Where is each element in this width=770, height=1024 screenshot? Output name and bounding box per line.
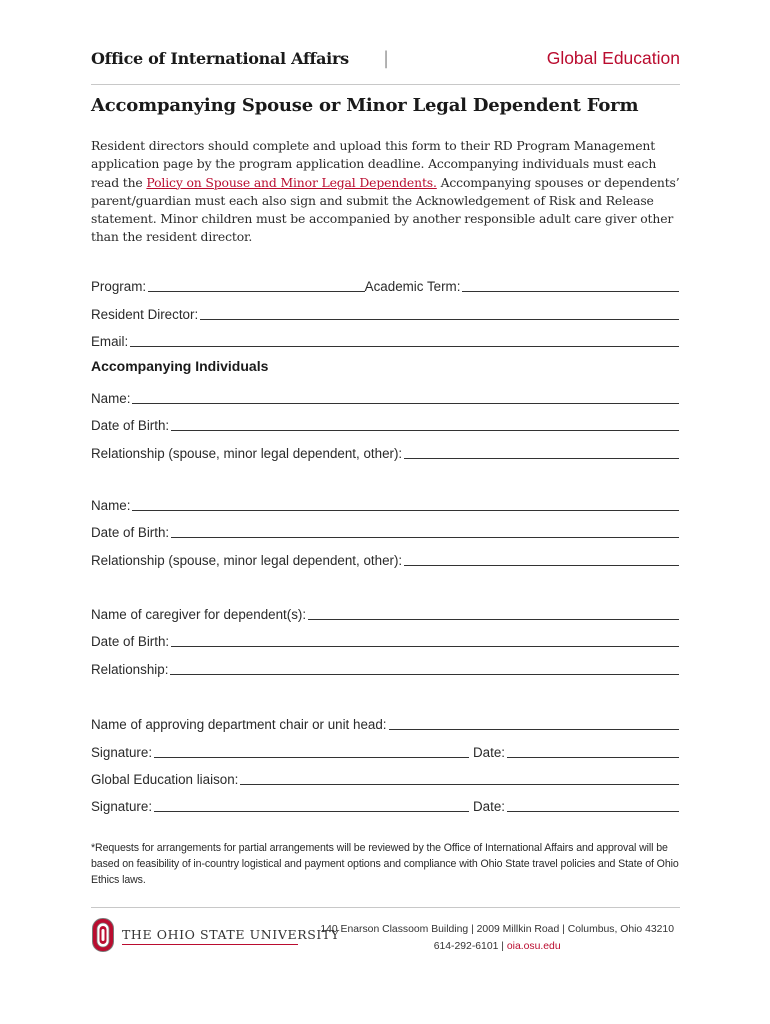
caregiver-name-label: Name of caregiver for dependent(s):: [91, 607, 307, 622]
header-separator: |: [383, 48, 390, 69]
individual-1-relationship-row: [91, 443, 679, 461]
individual-2-name-row: [91, 495, 679, 513]
resident-director-field[interactable]: [200, 307, 679, 320]
intro-text-before: Resident directors should complete and upload this form to their RD Program Management application page by the program application deadline. Accompanying individuals must each read the: [91, 138, 657, 190]
header-divider: [91, 84, 680, 85]
intro-text-after: Accompanying spouses or dependents’ parent/guardian must each also sign and submit the Acknowledgement of Risk and Release statement. Minor children must be accompanied by another responsible adult care giver other than the resident director.: [91, 174, 680, 245]
block-o-logo-icon: [92, 918, 114, 952]
individual-1-dob-row: [91, 415, 679, 433]
chair-label: Name of approving department chair or unit head:: [91, 717, 387, 732]
chair-row: [91, 714, 679, 732]
individual-2-dob-row: [91, 522, 679, 540]
page-header: [91, 46, 680, 74]
unit-name: Global Education: [546, 48, 680, 68]
individual-1-name-row: [91, 388, 679, 406]
intro-paragraph: [91, 137, 683, 247]
footer-address-block: [320, 921, 674, 955]
footnote: *Requests for arrangements for partial arrangements will be reviewed by the Office of International Affairs and approval will be based on feasibility of in-country logistical and payment options and compliance with Ohio State travel policies and State of Ohio Ethics laws.: [91, 842, 679, 886]
caregiver-dob-row: [91, 631, 679, 649]
signature-2-field[interactable]: [154, 799, 469, 812]
dob-label: Date of Birth:: [91, 418, 170, 433]
relationship-label: Relationship:: [91, 662, 169, 677]
individual-2-relationship-row: [91, 550, 679, 568]
office-name: Office of International Affairs: [91, 49, 349, 68]
signature-label: Signature:: [91, 799, 153, 814]
footer-contact: [320, 938, 674, 955]
relationship-label: Relationship (spouse, minor legal dependent, other):: [91, 553, 403, 568]
individual-1-name-field[interactable]: [132, 391, 679, 404]
individual-1-relationship-field[interactable]: [404, 446, 679, 459]
individual-2-dob-field[interactable]: [171, 525, 679, 538]
date-2-field[interactable]: [507, 799, 679, 812]
date-label: Date:: [472, 799, 505, 814]
signature-1-row: [91, 742, 679, 760]
form-title: Accompanying Spouse or Minor Legal Dependent Form: [91, 95, 639, 116]
chair-field[interactable]: [389, 717, 679, 730]
liaison-row: [91, 769, 679, 787]
caregiver-relationship-row: [91, 659, 679, 677]
liaison-field[interactable]: [240, 772, 679, 785]
email-label: Email:: [91, 334, 129, 349]
caregiver-relationship-field[interactable]: [170, 662, 679, 675]
dob-label: Date of Birth:: [91, 525, 170, 540]
name-label: Name:: [91, 498, 131, 513]
dob-label: Date of Birth:: [91, 634, 170, 649]
program-label: Program:: [91, 279, 147, 294]
individual-2-relationship-field[interactable]: [404, 553, 679, 566]
program-row: [91, 276, 679, 294]
signature-2-row: [91, 796, 679, 814]
caregiver-name-field[interactable]: [308, 607, 679, 620]
resident-director-label: Resident Director:: [91, 307, 199, 322]
resident-director-row: [91, 304, 679, 322]
university-underline: [122, 944, 298, 945]
footer-website-link[interactable]: oia.osu.edu: [506, 941, 561, 952]
name-label: Name:: [91, 391, 131, 406]
academic-term-field[interactable]: [462, 279, 679, 292]
relationship-label: Relationship (spouse, minor legal dependent, other):: [91, 446, 403, 461]
footer-divider: [91, 907, 680, 908]
email-field[interactable]: [130, 334, 679, 347]
liaison-label: Global Education liaison:: [91, 772, 239, 787]
date-1-field[interactable]: [507, 745, 679, 758]
footer-phone: 614-292-6101 |: [433, 941, 504, 952]
individual-1-dob-field[interactable]: [171, 418, 679, 431]
individual-2-name-field[interactable]: [132, 498, 679, 511]
footer-address: 140 Enarson Classoom Building | 2009 Millkin Road | Columbus, Ohio 43210: [320, 924, 674, 935]
university-name: THE OHIO STATE UNIVERSITY: [122, 927, 340, 942]
signature-1-field[interactable]: [154, 745, 469, 758]
email-row: [91, 331, 679, 349]
date-label: Date:: [472, 745, 505, 760]
caregiver-name-row: [91, 604, 679, 622]
academic-term-label: Academic Term:: [364, 279, 461, 294]
program-field[interactable]: [148, 279, 365, 292]
policy-link[interactable]: Policy on Spouse and Minor Legal Dependents.: [146, 174, 437, 190]
section-heading: Accompanying Individuals: [91, 358, 269, 374]
caregiver-dob-field[interactable]: [171, 634, 679, 647]
signature-label: Signature:: [91, 745, 153, 760]
